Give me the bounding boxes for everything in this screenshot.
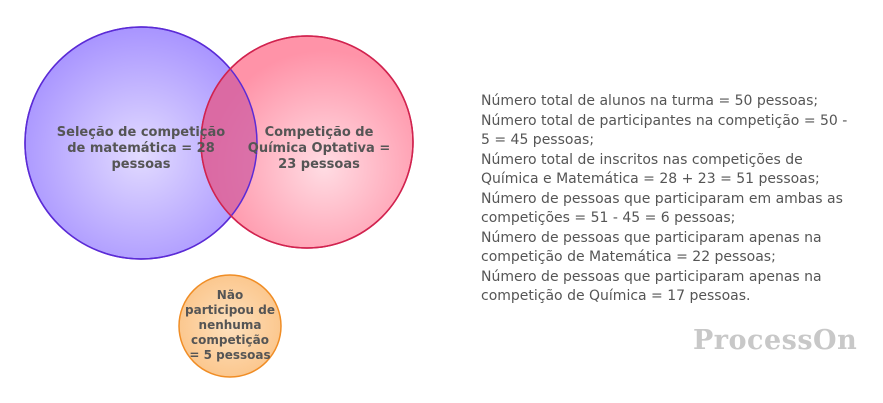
explanation-line: Número de pessoas que participaram apenas na competição de Química = 17 pessoas. bbox=[481, 268, 822, 304]
none-circle-label: Não participou de nenhuma competição = 5 pessoas bbox=[185, 288, 275, 362]
math-circle-label: Seleção de competição de matemática = 28 pessoas bbox=[56, 125, 226, 172]
explanation-line: Número total de alunos na turma = 50 pessoas; bbox=[481, 93, 819, 109]
explanation-text bbox=[481, 92, 853, 307]
explanation-line: Número de pessoas que participaram em ambas as competições = 51 - 45 = 6 pessoas; bbox=[481, 190, 843, 226]
processon-watermark: ProcessOn bbox=[693, 325, 858, 356]
explanation-line: Número total de inscritos nas competições de Química e Matemática = 28 + 23 = 51 pessoas; bbox=[481, 151, 820, 187]
explanation-line: Número de pessoas que participaram apenas na competição de Matemática = 22 pessoas; bbox=[481, 229, 822, 265]
chemistry-circle-label: Competição de Química Optativa = 23 pessoas bbox=[247, 125, 391, 172]
explanation-line: Número total de participantes na competição = 50 - 5 = 45 pessoas; bbox=[481, 112, 848, 148]
